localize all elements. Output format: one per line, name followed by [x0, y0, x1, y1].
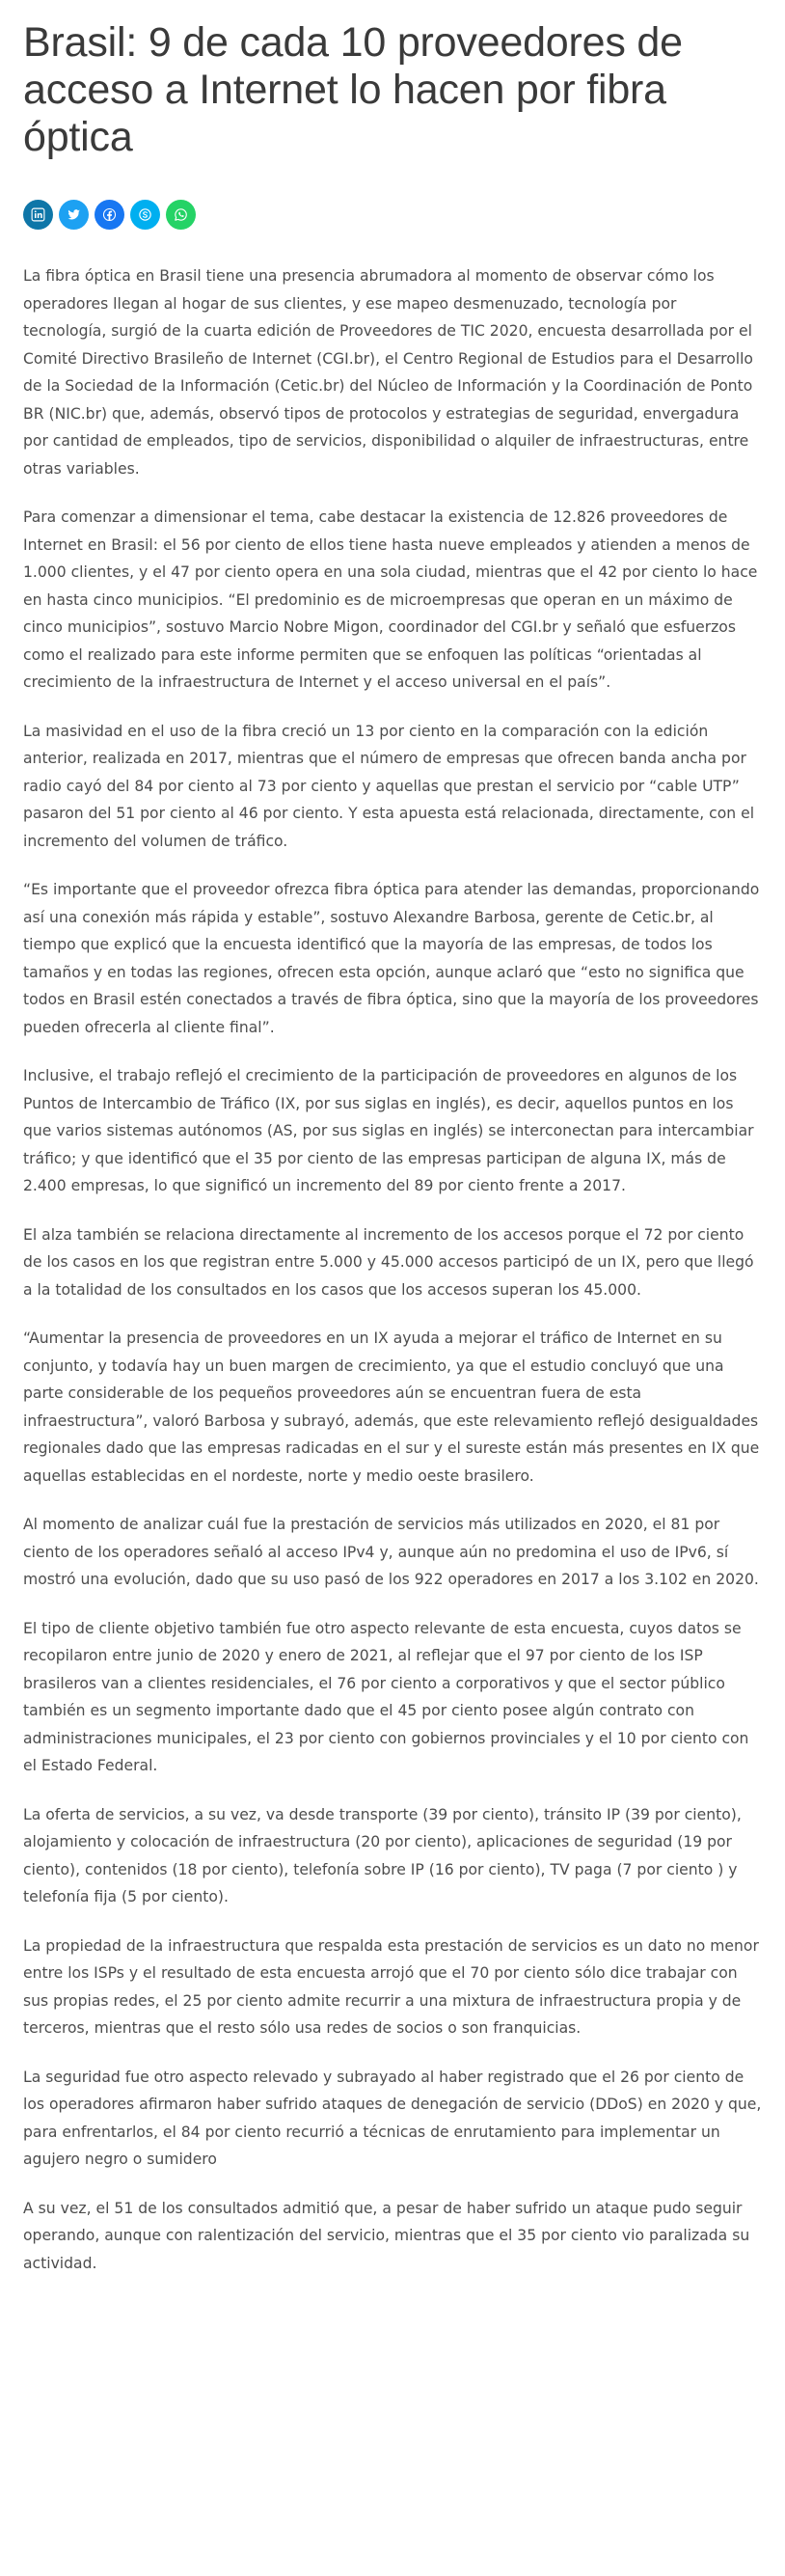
- article-paragraph: El alza también se relaciona directamente al incremento de los accesos porque el 72 por ciento de los casos en los que registran entre 5.000 y 45.000 accesos participó de un IX, pero que llegó a la totalidad de los consultados en los casos que los accesos superan los 45.000.: [23, 1225, 754, 1299]
- share-bar: [23, 200, 762, 230]
- article-paragraph: Para comenzar a dimensionar el tema, cabe destacar la existencia de 12.826 proveedores de Internet en Brasil: el 56 por ciento de ellos tiene hasta nueve empleados y atienden a menos de 1.000 clientes, y el 47 por ciento opera en una sola ciudad, mientras que el 42 por ciento lo hace en hasta cinco municipios. “El predominio es de microempresas que operan en un máximo de cinco municipios”, sostuvo Marcio Nobre Migon, coordinador del CGI.br y señaló que esfuerzos como el realizado para este informe permiten que se enfoquen las políticas “orientadas al crecimiento de la infraestructura de Internet y el acceso universal en el país”.: [23, 508, 758, 691]
- skype-icon: [137, 206, 153, 223]
- share-whatsapp-button[interactable]: [166, 200, 196, 230]
- whatsapp-icon: [173, 206, 189, 223]
- facebook-icon: [101, 206, 118, 223]
- article-paragraph: Al momento de analizar cuál fue la prestación de servicios más utilizados en 2020, el 81 por ciento de los operadores señaló al acceso IPv4 y, aunque aún no predomina el uso de IPv6, sí mostró una evolución, dado que su uso pasó de los 922 operadores en 2017 a los 3.102 en 2020.: [23, 1516, 759, 1588]
- article-paragraph: “Es importante que el proveedor ofrezca fibra óptica para atender las demandas, proporcionando así una conexión más rápida y estable”, sostuvo Alexandre Barbosa, gerente de Cetic.br, al tiempo que explicó que la encuesta identificó que la mayoría de las empresas, de todos los tamaños y en todas las regiones, ofrecen esta opción, aunque aclaró que “esto no significa que todos en Brasil estén conectados a través de fibra óptica, sino que la mayoría de los proveedores pueden ofrecerla al cliente final”.: [23, 881, 760, 1036]
- share-skype-button[interactable]: [130, 200, 160, 230]
- article-paragraph: El tipo de cliente objetivo también fue otro aspecto relevante de esta encuesta, cuyos datos se recopilaron entre junio de 2020 y enero de 2021, al reflejar que el 97 por ciento de los ISP brasileros van a clientes residenciales, el 76 por ciento a corporativos y que el sector público también es un segmento importante dado que el 45 por ciento posee algún contrato con administraciones municipales, el 23 por ciento con gobiernos provinciales y el 10 por ciento con el Estado Federal.: [23, 1619, 749, 1774]
- article-paragraph: La fibra óptica en Brasil tiene una presencia abrumadora al momento de observar cómo los operadores llegan al hogar de sus clientes, y ese mapeo desmenuzado, tecnología por tecnología, surgió de la cuarta edición de Proveedores de TIC 2020, encuesta desarrollada por el Comité Directivo Brasileño de Internet (CGI.br), el Centro Regional de Estudios para el Desarrollo de la Sociedad de la Información (Cetic.br) del Núcleo de Información y la Coordinación de Ponto BR (NIC.br) que, además, observó tipos de protocolos y estrategias de seguridad, envergadura por cantidad de empleados, tipo de servicios, disponibilidad o alquiler de infraestructuras, entre otras variables.: [23, 267, 753, 478]
- article-title: Brasil: 9 de cada 10 proveedores de acceso a Internet lo hacen por fibra óptica: [23, 19, 683, 160]
- article-paragraph: La propiedad de la infraestructura que respalda esta prestación de servicios es un dato no menor entre los ISPs y el resultado de esta encuesta arrojó que el 70 por ciento sólo dice trabajar con sus propias redes, el 25 por ciento admite recurrir a una mixtura de infraestructura propia y de terceros, mientras que el resto sólo usa redes de socios o son franquicias.: [23, 1936, 759, 2037]
- article-paragraph: La oferta de servicios, a su vez, va desde transporte (39 por ciento), tránsito IP (39 por ciento), alojamiento y colocación de infraestructura (20 por ciento), aplicaciones de seguridad (19 por ciento), contenidos (18 por ciento), telefonía sobre IP (16 por ciento), TV paga (7 por ciento ) y telefonía fija (5 por ciento).: [23, 1805, 742, 1905]
- article-paragraph: La seguridad fue otro aspecto relevado y subrayado al haber registrado que el 26 por ciento de los operadores afirmaron haber sufrido ataques de denegación de servicio (DDoS) en 2020 y que, para enfrentarlos, el 84 por ciento recurrió a técnicas de enrutamiento para implementar un agujero negro o sumidero: [23, 2068, 762, 2168]
- article-paragraph: “Aumentar la presencia de proveedores en un IX ayuda a mejorar el tráfico de Internet en su conjunto, y todavía hay un buen margen de crecimiento, ya que el estudio concluyó que una parte considerable de los pequeños proveedores aún se encuentran fuera de esta infraestructura”, valoró Barbosa y subrayó, además, que este relevamiento reflejó desigualdades regionales dado que las empresas radicadas en el sur y el sureste están más presentes en IX que aquellas establecidas en el nordeste, norte y medio oeste brasilero.: [23, 1329, 760, 1485]
- share-twitter-button[interactable]: [59, 200, 89, 230]
- twitter-icon: [66, 206, 82, 223]
- linkedin-icon: [30, 206, 46, 223]
- share-facebook-button[interactable]: [95, 200, 124, 230]
- share-linkedin-button[interactable]: [23, 200, 53, 230]
- article-paragraph: Inclusive, el trabajo reflejó el crecimiento de la participación de proveedores en algunos de los Puntos de Intercambio de Tráfico (IX, por sus siglas en inglés), es decir, aquellos puntos en los que varios sistemas autónomos (AS, por sus siglas en inglés) se interconectan para intercambiar tráfico; y que identificó que el 35 por ciento de las empresas participan de alguna IX, más de 2.400 empresas, lo que significó un incremento del 89 por ciento frente a 2017.: [23, 1067, 754, 1194]
- article-paragraph: A su vez, el 51 de los consultados admitió que, a pesar de haber sufrido un ataque pudo seguir operando, aunque con ralentización del servicio, mientras que el 35 por ciento vio paralizada su actividad.: [23, 2199, 750, 2272]
- article-paragraph: La masividad en el uso de la fibra creció un 13 por ciento en la comparación con la edición anterior, realizada en 2017, mientras que el número de empresas que ofrecen banda ancha por radio cayó del 84 por ciento al 73 por ciento y aquellas que prestan el servicio por “cable UTP” pasaron del 51 por ciento al 46 por ciento. Y esta apuesta está relacionada, directamente, con el incremento del volumen de tráfico.: [23, 722, 755, 850]
- article-body: [23, 262, 762, 2277]
